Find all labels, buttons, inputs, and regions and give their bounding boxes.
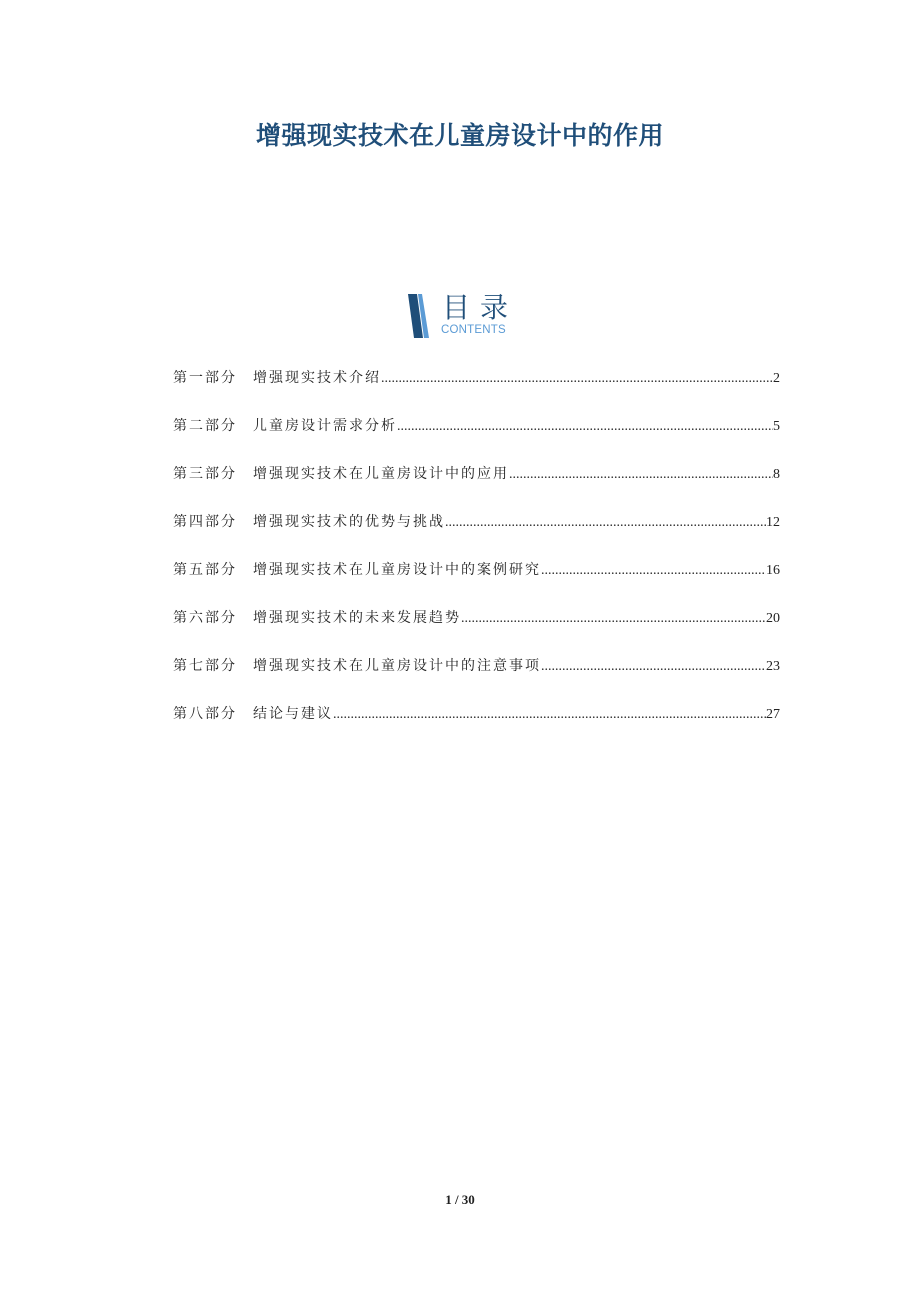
toc-entry-text: 增强现实技术的未来发展趋势 <box>253 610 461 626</box>
toc-entry-6[interactable] <box>173 606 780 630</box>
toc-entry-leader <box>461 607 766 631</box>
toc-entry-page: 16 <box>766 563 780 578</box>
toc-entry-leader <box>333 703 766 727</box>
toc-entry-page: 20 <box>766 611 780 626</box>
toc-entry-part: 第一部分 <box>173 370 237 386</box>
page-number: 1 / 30 <box>445 1192 475 1207</box>
toc-entry-3[interactable] <box>173 462 780 486</box>
toc-entry-part: 第五部分 <box>173 562 237 578</box>
toc-entry-text: 增强现实技术的优势与挑战 <box>253 514 445 530</box>
toc-entry-4[interactable] <box>173 510 780 534</box>
toc-entry-1[interactable] <box>173 366 780 390</box>
toc-entry-2[interactable] <box>173 414 780 438</box>
toc-entry-part: 第六部分 <box>173 610 237 626</box>
toc-entry-text: 增强现实技术在儿童房设计中的案例研究 <box>253 562 541 578</box>
toc-subheading: CONTENTS <box>441 324 506 336</box>
document-title: 增强现实技术在儿童房设计中的作用 <box>255 121 664 150</box>
toc-entry-part: 第三部分 <box>173 466 237 482</box>
toc-entry-part: 第七部分 <box>173 658 237 674</box>
toc-entry-leader <box>541 655 766 679</box>
toc-entry-page: 8 <box>773 467 780 482</box>
toc-entry-page: 23 <box>766 659 780 674</box>
toc-entry-page: 2 <box>773 371 780 386</box>
toc-entry-page: 5 <box>773 419 780 434</box>
toc-entry-part: 第八部分 <box>173 706 237 722</box>
toc-entry-part: 第二部分 <box>173 418 237 434</box>
toc-entry-8[interactable] <box>173 702 780 726</box>
toc-heading: 目录 <box>442 291 519 324</box>
toc-entry-page: 27 <box>766 707 780 722</box>
toc-entry-text: 增强现实技术在儿童房设计中的应用 <box>253 466 509 482</box>
toc-entry-text: 增强现实技术在儿童房设计中的注意事项 <box>253 658 541 674</box>
toc-entry-leader <box>541 559 766 583</box>
toc-entry-5[interactable] <box>173 558 780 582</box>
toc-list <box>173 366 780 750</box>
toc-entry-leader <box>509 463 773 487</box>
toc-header <box>408 292 528 340</box>
toc-entry-text: 增强现实技术介绍 <box>253 370 381 386</box>
slanted-bar-logo-icon <box>408 294 430 338</box>
toc-entry-text: 儿童房设计需求分析 <box>253 418 397 434</box>
toc-entry-leader <box>381 367 773 391</box>
toc-entry-page: 12 <box>766 515 780 530</box>
toc-entry-part: 第四部分 <box>173 514 237 530</box>
toc-entry-7[interactable] <box>173 654 780 678</box>
toc-entry-text: 结论与建议 <box>253 706 333 722</box>
toc-entry-leader <box>397 415 773 439</box>
toc-entry-leader <box>445 511 766 535</box>
